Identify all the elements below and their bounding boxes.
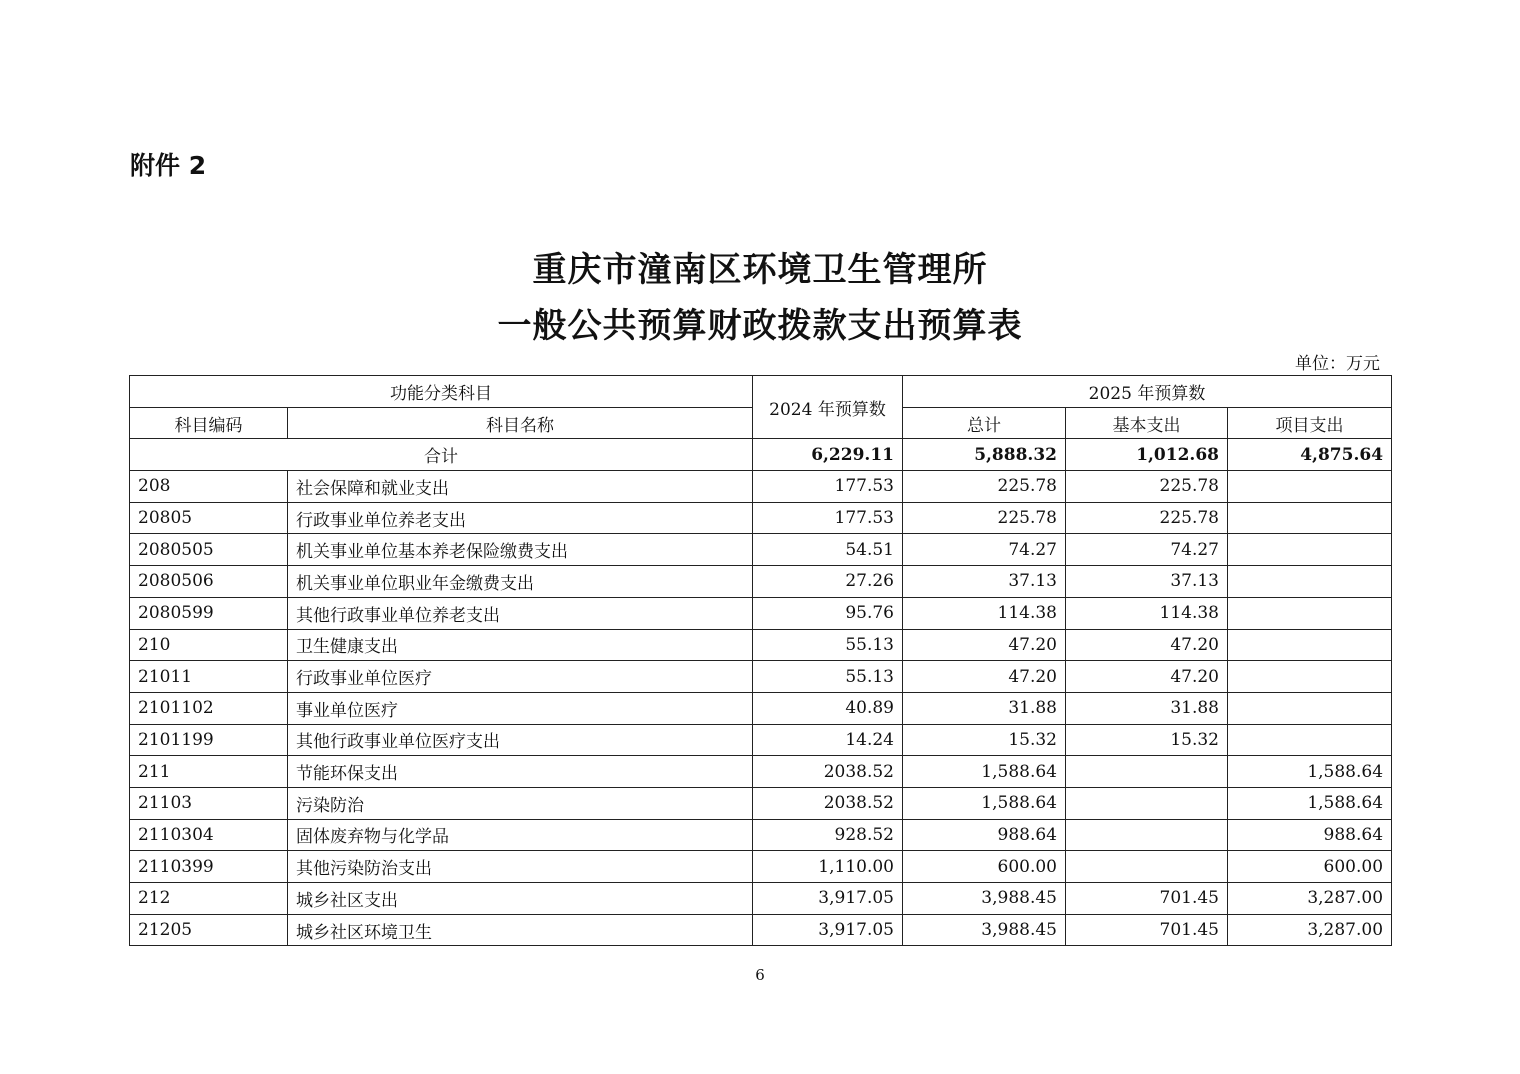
row-name: 机关事业单位职业年金缴费支出 [288,566,753,598]
table-row [130,851,1392,883]
row-basic [1066,787,1228,819]
row-code: 2110304 [130,819,288,851]
row-project [1228,597,1392,629]
header-functional: 功能分类科目 [130,376,753,408]
table-row [130,883,1392,915]
row-total: 47.20 [903,629,1066,661]
row-code: 211 [130,756,288,788]
row-project [1228,502,1392,534]
row-budget-2024: 95.76 [753,597,903,629]
row-name: 其他污染防治支出 [288,851,753,883]
row-basic: 225.78 [1066,471,1228,503]
row-project: 600.00 [1228,851,1392,883]
total-label: 合计 [130,439,753,471]
row-project [1228,534,1392,566]
row-basic [1066,851,1228,883]
header-project: 项目支出 [1228,407,1392,439]
row-code: 2080505 [130,534,288,566]
row-code: 2101102 [130,692,288,724]
row-code: 21103 [130,787,288,819]
row-budget-2024: 3,917.05 [753,883,903,915]
table-row [130,471,1392,503]
row-name: 机关事业单位基本养老保险缴费支出 [288,534,753,566]
row-budget-2024: 1,110.00 [753,851,903,883]
row-code: 2080599 [130,597,288,629]
row-name: 卫生健康支出 [288,629,753,661]
row-project: 3,287.00 [1228,883,1392,915]
row-code: 20805 [130,502,288,534]
row-basic: 701.45 [1066,883,1228,915]
header-budget-2025: 2025 年预算数 [903,376,1392,408]
table-row [130,724,1392,756]
budget-table [129,375,1392,946]
row-basic: 47.20 [1066,629,1228,661]
row-budget-2024: 177.53 [753,502,903,534]
table-row [130,661,1392,693]
row-total: 3,988.45 [903,914,1066,946]
row-budget-2024: 27.26 [753,566,903,598]
row-code: 208 [130,471,288,503]
row-code: 21011 [130,661,288,693]
total-basic: 1,012.68 [1066,439,1228,471]
row-total: 74.27 [903,534,1066,566]
row-basic: 31.88 [1066,692,1228,724]
row-project: 1,588.64 [1228,787,1392,819]
row-project [1228,629,1392,661]
row-code: 2110399 [130,851,288,883]
row-basic: 225.78 [1066,502,1228,534]
row-basic: 47.20 [1066,661,1228,693]
table-row [130,756,1392,788]
header-total: 总计 [903,407,1066,439]
row-name: 行政事业单位养老支出 [288,502,753,534]
table-row [130,629,1392,661]
row-total: 225.78 [903,502,1066,534]
row-budget-2024: 55.13 [753,629,903,661]
row-code: 2101199 [130,724,288,756]
row-name: 事业单位医疗 [288,692,753,724]
row-total: 1,588.64 [903,756,1066,788]
row-basic: 114.38 [1066,597,1228,629]
row-project [1228,724,1392,756]
row-budget-2024: 2038.52 [753,787,903,819]
row-name: 其他行政事业单位养老支出 [288,597,753,629]
attachment-label: 附件 2 [130,151,207,180]
row-code: 2080506 [130,566,288,598]
row-budget-2024: 14.24 [753,724,903,756]
row-name: 行政事业单位医疗 [288,661,753,693]
header-budget-2024: 2024 年预算数 [753,376,903,439]
row-total: 225.78 [903,471,1066,503]
row-name: 节能环保支出 [288,756,753,788]
header-code: 科目编码 [130,407,288,439]
row-total: 37.13 [903,566,1066,598]
row-basic: 74.27 [1066,534,1228,566]
row-name: 其他行政事业单位医疗支出 [288,724,753,756]
row-budget-2024: 177.53 [753,471,903,503]
row-name: 污染防治 [288,787,753,819]
row-total: 47.20 [903,661,1066,693]
total-total: 5,888.32 [903,439,1066,471]
total-row [130,439,1392,471]
row-total: 31.88 [903,692,1066,724]
table-row [130,914,1392,946]
table-row [130,819,1392,851]
page-number: 6 [755,966,765,984]
row-basic [1066,756,1228,788]
row-budget-2024: 54.51 [753,534,903,566]
page-title-line1: 重庆市潼南区环境卫生管理所 [532,250,988,290]
row-basic [1066,819,1228,851]
row-total: 3,988.45 [903,883,1066,915]
table-row [130,566,1392,598]
row-basic: 701.45 [1066,914,1228,946]
table-row [130,534,1392,566]
row-name: 城乡社区支出 [288,883,753,915]
row-project [1228,661,1392,693]
row-project: 3,287.00 [1228,914,1392,946]
row-basic: 37.13 [1066,566,1228,598]
row-name: 城乡社区环境卫生 [288,914,753,946]
row-project: 1,588.64 [1228,756,1392,788]
row-name: 社会保障和就业支出 [288,471,753,503]
row-budget-2024: 3,917.05 [753,914,903,946]
table-row [130,597,1392,629]
page-title-line2: 一般公共预算财政拨款支出预算表 [497,306,1023,346]
row-name: 固体废弃物与化学品 [288,819,753,851]
table-row [130,787,1392,819]
row-project [1228,566,1392,598]
table-row [130,502,1392,534]
row-budget-2024: 55.13 [753,661,903,693]
unit-label: 单位：万元 [1295,354,1380,374]
row-project: 988.64 [1228,819,1392,851]
row-code: 21205 [130,914,288,946]
row-total: 988.64 [903,819,1066,851]
row-code: 210 [130,629,288,661]
row-code: 212 [130,883,288,915]
row-budget-2024: 2038.52 [753,756,903,788]
header-basic: 基本支出 [1066,407,1228,439]
row-total: 600.00 [903,851,1066,883]
total-budget-2024: 6,229.11 [753,439,903,471]
total-project: 4,875.64 [1228,439,1392,471]
row-budget-2024: 40.89 [753,692,903,724]
row-total: 1,588.64 [903,787,1066,819]
row-project [1228,692,1392,724]
row-project [1228,471,1392,503]
row-budget-2024: 928.52 [753,819,903,851]
table-row [130,692,1392,724]
row-total: 15.32 [903,724,1066,756]
row-basic: 15.32 [1066,724,1228,756]
header-name: 科目名称 [288,407,753,439]
row-total: 114.38 [903,597,1066,629]
